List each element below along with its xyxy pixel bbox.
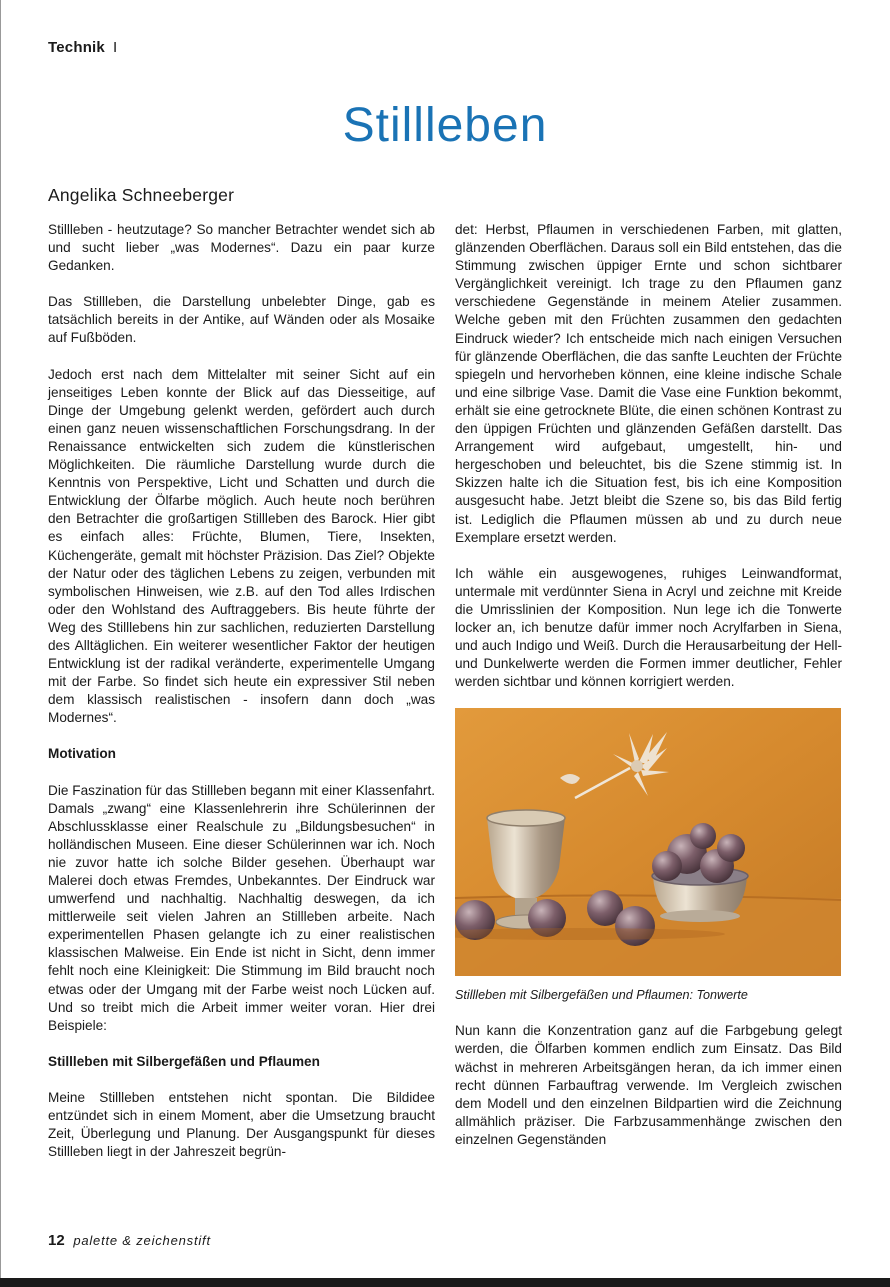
article-title: Stillleben: [342, 99, 548, 152]
intro-paragraph: Stillleben - heutzutage? So mancher Betrachter wendet sich ab und sucht lieber „was Modernes“. Dazu ein paar kurze Gedanken.: [48, 222, 435, 274]
still-life-painting: [455, 708, 841, 976]
technique-paragraph: Ich wähle ein ausgewogenes, ruhiges Leinwandformat, untermale mit verdünnter Siena in Acryl und zeichne mit Kreide die Umrisslinien der Komposition. Nun lege ich die Tonwerte locker an, ich benutze dafür immer noch Acrylfarben in Siena, und auch Indigo und Weiß. Durch die Herausarbeitung der Hell- und Dunkelwerte werden die Formen immer deutlicher, Fehler werden sichtbar und können korrigiert werden.: [455, 565, 842, 690]
section-header: [48, 39, 117, 56]
silber-paragraph: Meine Stillleben entstehen nicht spontan. Die Bildidee entzündet sich in einem Moment, aber die Umsetzung braucht Zeit, Überlegung und Planung. Der Ausgangspunkt für dieses Stillleben liegt in der Jahreszeit begrün-: [48, 1089, 435, 1160]
page-number: 12: [48, 1232, 65, 1249]
page-edge: [0, 0, 1, 1287]
history-paragraph: Das Stillleben, die Darstellung unbelebter Dinge, gab es tatsächlich bereits in der Antike, auf Wänden oder als Mosaike auf Fußböden.: [48, 294, 435, 346]
article-author: Angelika Schneeberger: [48, 185, 235, 205]
motivation-heading: Motivation: [48, 746, 116, 762]
right-column: [455, 221, 842, 1149]
magazine-name: palette & zeichenstift: [73, 1233, 211, 1248]
color-paragraph: Nun kann die Konzentration ganz auf die Farbgebung gelegt werden, die Ölfarben kommen endlich zum Einsatz. Das Bild wächst in mehreren Arbeitsgängen heran, da ich immer einen recht dünnen Farbauftrag verwende. Im Vergleich zwischen dem Modell und den einzelnen Bildpartien wird die Zeichnung allmählich präziser. Die Farbzusammenhänge zwischen den einzelnen Gegenständen: [455, 1023, 842, 1147]
left-column: [48, 221, 435, 1161]
history-detail-paragraph: Jedoch erst nach dem Mittelalter mit seiner Sicht auf ein jenseitiges Leben konnte der Blick auf das Diesseitige, auf Dinge der Umgebung gelenkt werden, gefördert auch durch einen ganz neuen wissenschaftlichen Forschungsdrang. In der Renaissance entwickelten sich zudem die künstlerischen Möglichkeiten. Die räumliche Darstellung wurde durch die Kenntnis von Perspektive, Licht und Schatten und durch die Entwicklung der Ölfarbe möglich. Auch heute noch berühren den Betrachter die großartigen Stillleben des Barock. Hier gibt es einfach alles: Früchte, Blumen, Tiere, Insekten, Küchengeräte, gemalt mit höchster Präzision. Das Ziel? Objekte der Natur oder des täglichen Lebens zu zeigen, verbunden mit symbolischen Hinweisen, wie z.B. auf den Tod alles Irdischen oder den Wohlstand des Auftraggebers. Bis heute führte der Weg des Stilllebens hin zur sachlichen, reduzierten Darstellung des Alltäglichen. Ein weiterer wesentlicher Faktor der heutigen Entwicklung ist der radikal veränderte, experimentelle Umgang mit der Farbe. So findet sich heute ein expressiver Stil neben dem klassisch realistischen - insofern dann doch „was Modernes“.: [48, 366, 435, 726]
painting-caption: Stillleben mit Silbergefäßen und Pflaumen: Tonwerte: [455, 988, 748, 1003]
page-footer: [48, 1232, 211, 1249]
header-separator: I: [112, 39, 118, 56]
continuation-paragraph: det: Herbst, Pflaumen in verschiedenen Farben, mit glatten, glänzenden Oberflächen. Daraus soll ein Bild entstehen, das die Stimmung zwischen üppiger Ernte und schon sichtbarer Vergänglichkeit vereinigt. Ich trage zu den Pflaumen ganz verschiedene Gegenstände in meinem Atelier zusammen. Welche geben mit den Früchten zusammen den gedachten Eindruck wieder? Ich entscheide mich nach einigen Versuchen für glänzende Oberflächen, die das sanfte Leuchten der Früchte spiegeln und hervorheben können, eine kleine indische Schale und eine silbrige Vase. Damit die Vase eine Funktion bekommt, erhält sie eine getrocknete Blüte, die einen schönen Kontrast zu den üppigen Früchten und glänzenden Gefäßen darstellt. Das Arrangement wird aufgebaut, umgestellt, hin- und hergeschoben und beleuchtet, bis die Szene stimmig ist. In Skizzen halte ich die Situation fest, bis ich eine Komposition ausgesucht habe. Jetzt bleibt die Szene so, bis das Bild fertig ist. Lediglich die Pflaumen müssen ab und zu durch neue Exemplare ersetzt werden.: [455, 222, 842, 545]
bottom-rule: [0, 1278, 890, 1287]
motivation-paragraph: Die Faszination für das Stillleben begann mit einer Klassenfahrt. Damals „zwang“ eine Klassenlehrerin ihre Schülerinnen der Abschlussklasse einer Realschule zu „Bildungsbesuchen“ in holländischen Museen. Eine dieser Schülerinnen war ich. Noch nie zuvor hatte ich solche Bilder gesehen. Überhaupt war Malerei doch etwas Fremdes, Unbekanntes. Der Eindruck war umwerfend und nachhaltig. Nachhaltig deswegen, da ich mittlerweile seit vielen Jahren an Stillleben arbeite. Nach experimentellen Phasen gelangte ich zu einer realistischen klassischen Malweise. Ein Ende ist nicht in Sicht, denn immer fehlt noch eine Kleinigkeit: Die Stimmung im Bild braucht noch etwas oder der Umgang mit der Farbe weist noch Lücken auf. Und so treibt mich die Arbeit immer weiter voran. Hier drei Beispiele:: [48, 782, 435, 1033]
section-label: Technik: [48, 39, 105, 56]
silber-heading: Stillleben mit Silbergefäßen und Pflaumen: [48, 1053, 320, 1069]
